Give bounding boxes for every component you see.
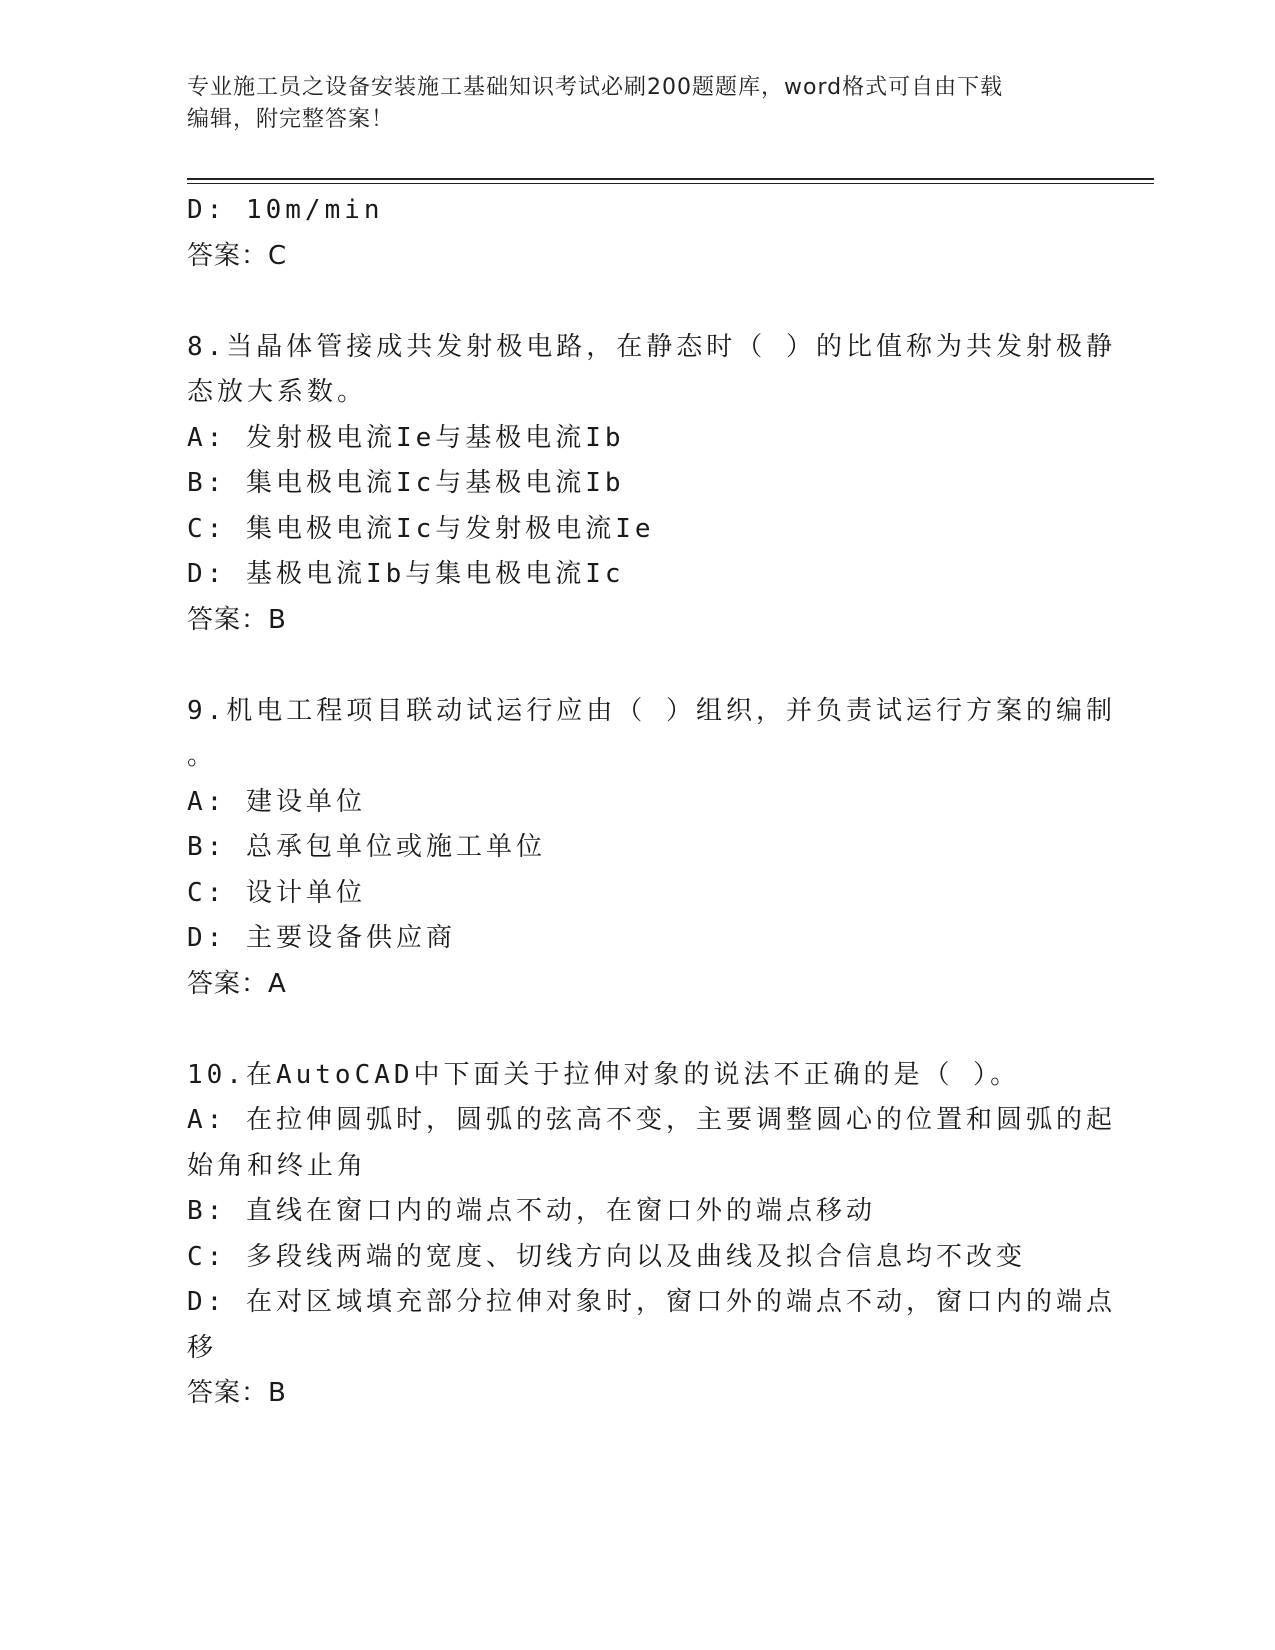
answer-line: 答案：A [187, 968, 287, 999]
spacer [187, 643, 1087, 689]
question-stem-continued: 。 [187, 741, 218, 771]
option-d: D: 基极电流Ib与集电极电流Ic [187, 559, 625, 589]
page-header [187, 72, 1067, 136]
question-10 [187, 1053, 1116, 1417]
option-b: B: 集电极电流Ic与基极电流Ib [187, 468, 625, 498]
option-a: A: 发射极电流Ie与基极电流Ib [187, 422, 625, 453]
option-c: C: 设计单位 [187, 877, 366, 908]
question-9 [187, 689, 1116, 1008]
option-b: B: 直线在窗口内的端点不动，在窗口外的端点移动 [187, 1196, 876, 1226]
question-stem: 8.当晶体管接成共发射极电路，在静态时（ ）的比值称为共发射极静 [187, 331, 1116, 362]
header-title-line-2: 编辑，附完整答案！ [187, 107, 395, 132]
option-b: B: 总承包单位或施工单位 [187, 832, 546, 862]
option-a: A: 在拉伸圆弧时，圆弧的弦高不变，主要调整圆心的位置和圆弧的起 [187, 1105, 1116, 1135]
question-8 [187, 325, 1116, 644]
option-a: A: 建设单位 [187, 786, 366, 817]
option-d: D: 10m/min [187, 195, 384, 225]
option-d: D: 主要设备供应商 [187, 923, 456, 953]
option-a-continued: 始角和终止角 [187, 1150, 368, 1181]
option-d-continued: 移 [187, 1332, 218, 1363]
question-list [187, 188, 1116, 1417]
answer-line: 答案：C [187, 240, 288, 271]
spacer [187, 279, 1087, 325]
header-divider-thin [187, 183, 1154, 184]
answer-line: 答案：B [187, 604, 287, 635]
question-stem: 9.机电工程项目联动试运行应由（ ）组织，并负责试运行方案的编制 [187, 695, 1116, 726]
question-stem: 10.在AutoCAD中下面关于拉伸对象的说法不正确的是（ ）。 [187, 1059, 1021, 1090]
answer-line: 答案：B [187, 1378, 287, 1408]
previous-question-tail [187, 188, 1087, 279]
option-d: D: 在对区域填充部分拉伸对象时，窗口外的端点不动，窗口内的端点 [187, 1287, 1116, 1317]
header-title-line-1: 专业施工员之设备安装施工基础知识考试必刷200题题库，word格式可自由下载 [187, 75, 1004, 100]
option-c: C: 集电极电流Ic与发射极电流Ie [187, 513, 655, 544]
option-c: C: 多段线两端的宽度、切线方向以及曲线及拟合信息均不改变 [187, 1241, 1026, 1272]
question-stem-continued: 态放大系数。 [187, 377, 368, 407]
header-divider-thick [187, 178, 1154, 180]
spacer [187, 1007, 1087, 1053]
